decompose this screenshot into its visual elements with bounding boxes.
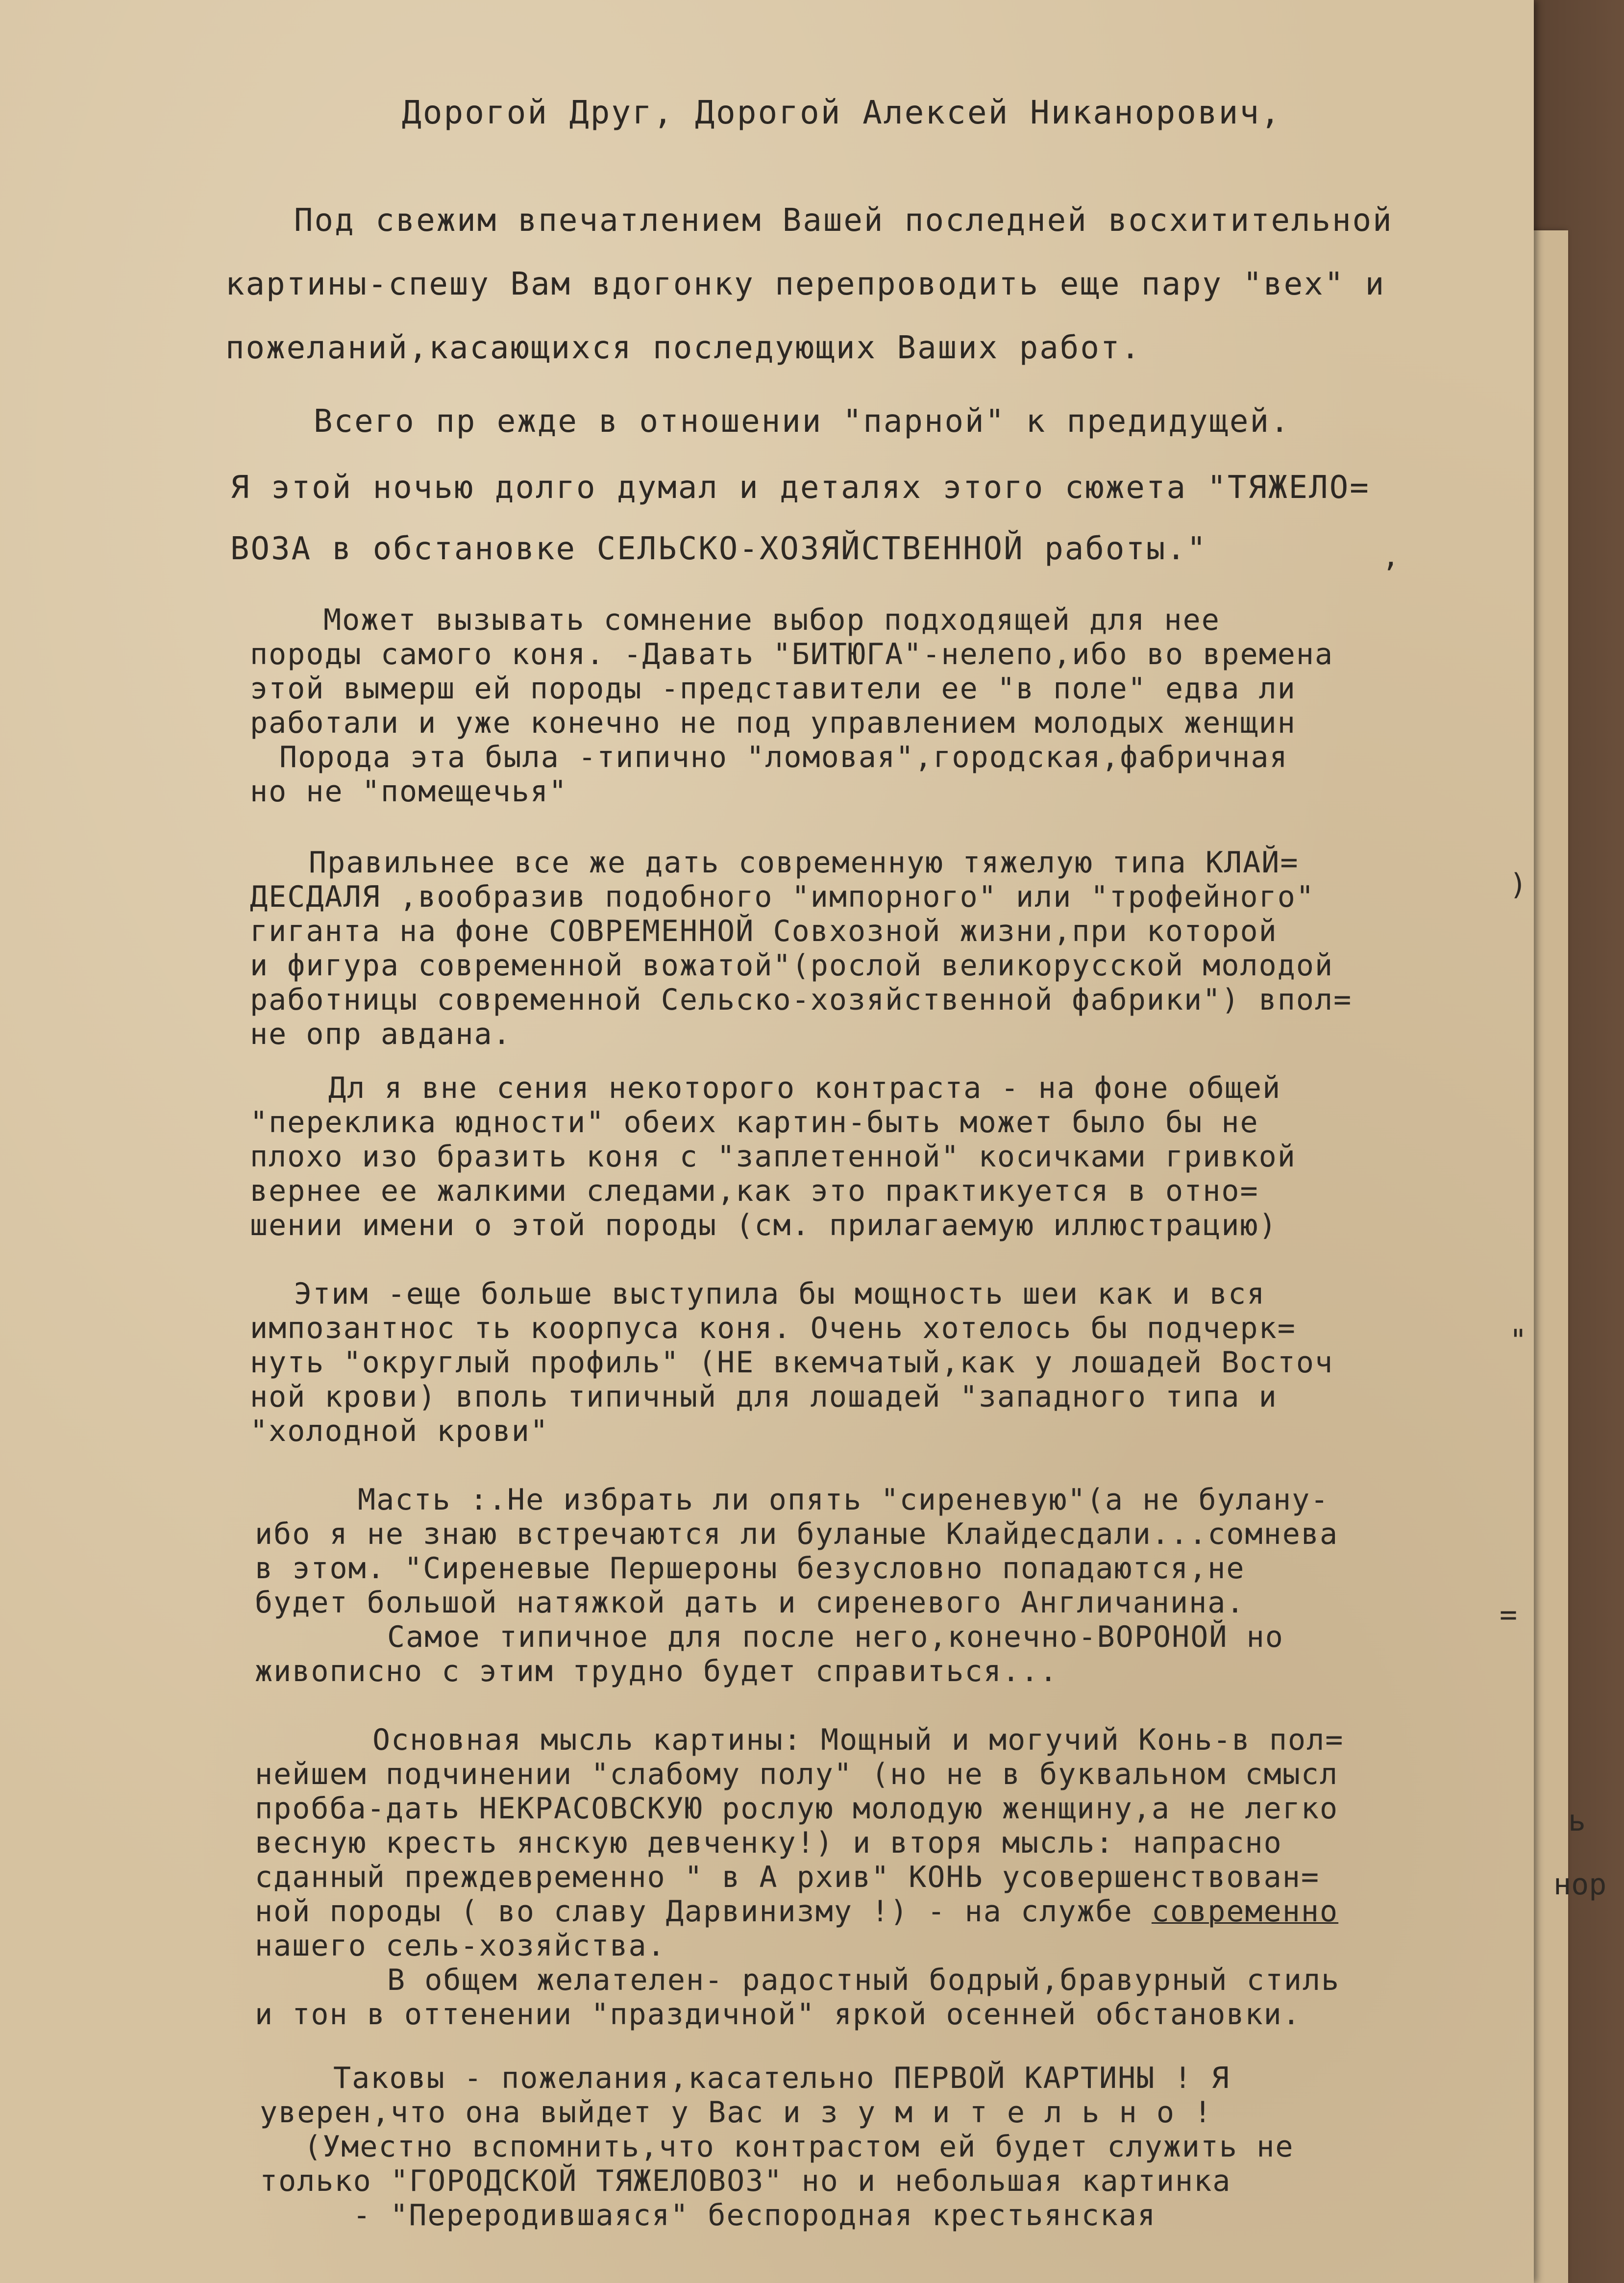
margin-mark-eq: = [1500,1598,1518,1632]
margin-mark-quote: " [1509,1323,1527,1358]
text-line-2: картины-спешу Вам вдогонку перепроводить еще пару "вех" и [225,266,1386,302]
text-line-25: импозантнос ть коорпуса коня. Очень хотелось бы подчерк= [250,1311,1296,1345]
text-line-38: весную кресть янскую девченку!) и вторя мысль: напрасно [255,1826,1282,1860]
text-line-46: (Уместно вспомнить,что контрастом ей будет служить не [304,2130,1294,2164]
text-line-43: и тон в оттенении "праздичной" яркой осенней обстановки. [255,1997,1301,2032]
text-line-22: вернее ее жалкими следами,как это практикуется в отно= [250,1174,1259,1208]
text-line-44: Таковы - пожелания,касательно ПЕРВОЙ КАРТИНЫ ! Я [333,2061,1230,2095]
text-line-26: нуть "округлый профиль" (НЕ вкемчатый,как у лошадей Восточ [250,1345,1334,1380]
text-line-42: В общем желателен- радостный бодрый,бравурный стиль [387,1963,1340,1997]
text-line-30: ибо я не знаю встречаются ли буланые Клайдесдали...сомнева [255,1517,1339,1551]
text-line-20: "переклика юдности" обеих картин-быть может было бы не [250,1105,1259,1140]
text-line-18: не опр авдана. [250,1017,512,1051]
letter-greeting: Дорогой Друг, Дорогой Алексей Никанорович, [402,94,1281,131]
text-line-28: "холодной крови" [250,1414,549,1448]
underlying-sheet-letter: ь [1568,1804,1586,1838]
text-line-6: ВОЗА в обстановке СЕЛЬСКО-ХОЗЯЙСТВЕННОЙ работы." [230,531,1207,567]
text-line-36: нейшем подчинении "слабому полу" (но не в буквальном смысл [255,1757,1339,1791]
margin-mark-comma: , [1382,539,1400,573]
text-line-45: уверен,что она выйдет у Вас и з у м и т е л ь н о ! [260,2095,1213,2130]
text-line-3: пожеланий,касающихся последующих Ваших работ. [225,330,1141,366]
text-line-4: Всего пр ежде в отношении "парной" к предидущей. [314,403,1291,440]
margin-mark-paren: ) [1509,868,1527,902]
underlined-word: современно [1151,1894,1339,1929]
text-line-14: ДЕСДАЛЯ ,вообразив подобного "импорного" или "трофейного" [250,880,1315,914]
text-line-10: работали и уже конечно не под управлением молодых женщин [250,706,1296,740]
text-line-21: плохо изо бразить коня с "заплетенной" косичками гривкой [250,1140,1296,1174]
text-line-7: Может вызывать сомнение выбор подходящей для нее [323,603,1220,637]
text-line-24: Этим -еще больше выступила бы мощность шеи как и вся [294,1277,1266,1311]
text-line-27: ной крови) вполь типичный для лошадей "западного типа и [250,1380,1278,1414]
underlying-sheet-fragment: нор [1553,1867,1607,1902]
text-line-47: только "ГОРОДСКОЙ ТЯЖЕЛОВОЗ" но и небольшая картинка [260,2164,1231,2198]
text-line-33: Самое типичное для после него,конечно-ВОРОНОЙ но [387,1620,1284,1654]
text-line-19: Дл я вне сения некоторого контраста - на фоне общей [328,1071,1281,1105]
text-line-40-part: ной породы ( во славу Дарвинизму !) - на службе [255,1894,1152,1929]
text-line-16: и фигура современной вожатой"(рослой великорусской молодой [250,948,1334,983]
text-line-23: шении имени о этой породы (см. прилагаемую иллюстрацию) [250,1208,1278,1242]
text-line-29: Масть :.Не избрать ли опять "сиреневую"(а не булану- [358,1483,1329,1517]
text-line-17: работницы современной Сельско-хозяйственной фабрики") впол= [250,983,1353,1017]
text-line-31: в этом. "Сиреневые Першероны безусловно попадаются,не [255,1551,1245,1586]
text-line-41: нашего сель-хозяйства. [255,1929,666,1963]
text-line-12: но не "помещечья" [250,774,568,809]
text-line-35: Основная мысль картины: Мощный и могучий Конь-в пол= [372,1723,1344,1757]
text-line-37: пробба-дать НЕКРАСОВСКУЮ рослую молодую женщину,а не легко [255,1791,1339,1826]
text-line-15: гиганта на фоне СОВРЕМЕННОЙ Совхозной жизни,при которой [250,914,1278,948]
text-line-40 [255,1892,1338,1931]
text-line-9: этой вымерш ей породы -представители ее "в поле" едва ли [250,671,1296,706]
text-line-8: породы самого коня. -Давать "БИТЮГА"-нелепо,ибо во времена [250,637,1334,671]
text-line-11: Порода эта была -типично "ломовая",городская,фабричная [279,740,1288,774]
text-line-1: Под свежим впечатлением Вашей последней восхитительной [294,202,1393,239]
text-line-39: сданный преждевременно " в А рхив" КОНЬ усовершенствован= [255,1860,1320,1894]
text-line-32: будет большой натяжкой дать и сиреневого Англичанина. [255,1586,1245,1620]
text-line-34: живописно с этим трудно будет справиться... [255,1654,1058,1688]
text-line-5: Я этой ночью долго думал и деталях этого сюжета "ТЯЖЕЛО= [230,470,1370,506]
text-line-48: - "Переродившаяся" беспородная крестьянская [353,2198,1156,2233]
text-line-13: Правильнее все же дать современную тяжелую типа КЛАЙ= [309,845,1299,880]
